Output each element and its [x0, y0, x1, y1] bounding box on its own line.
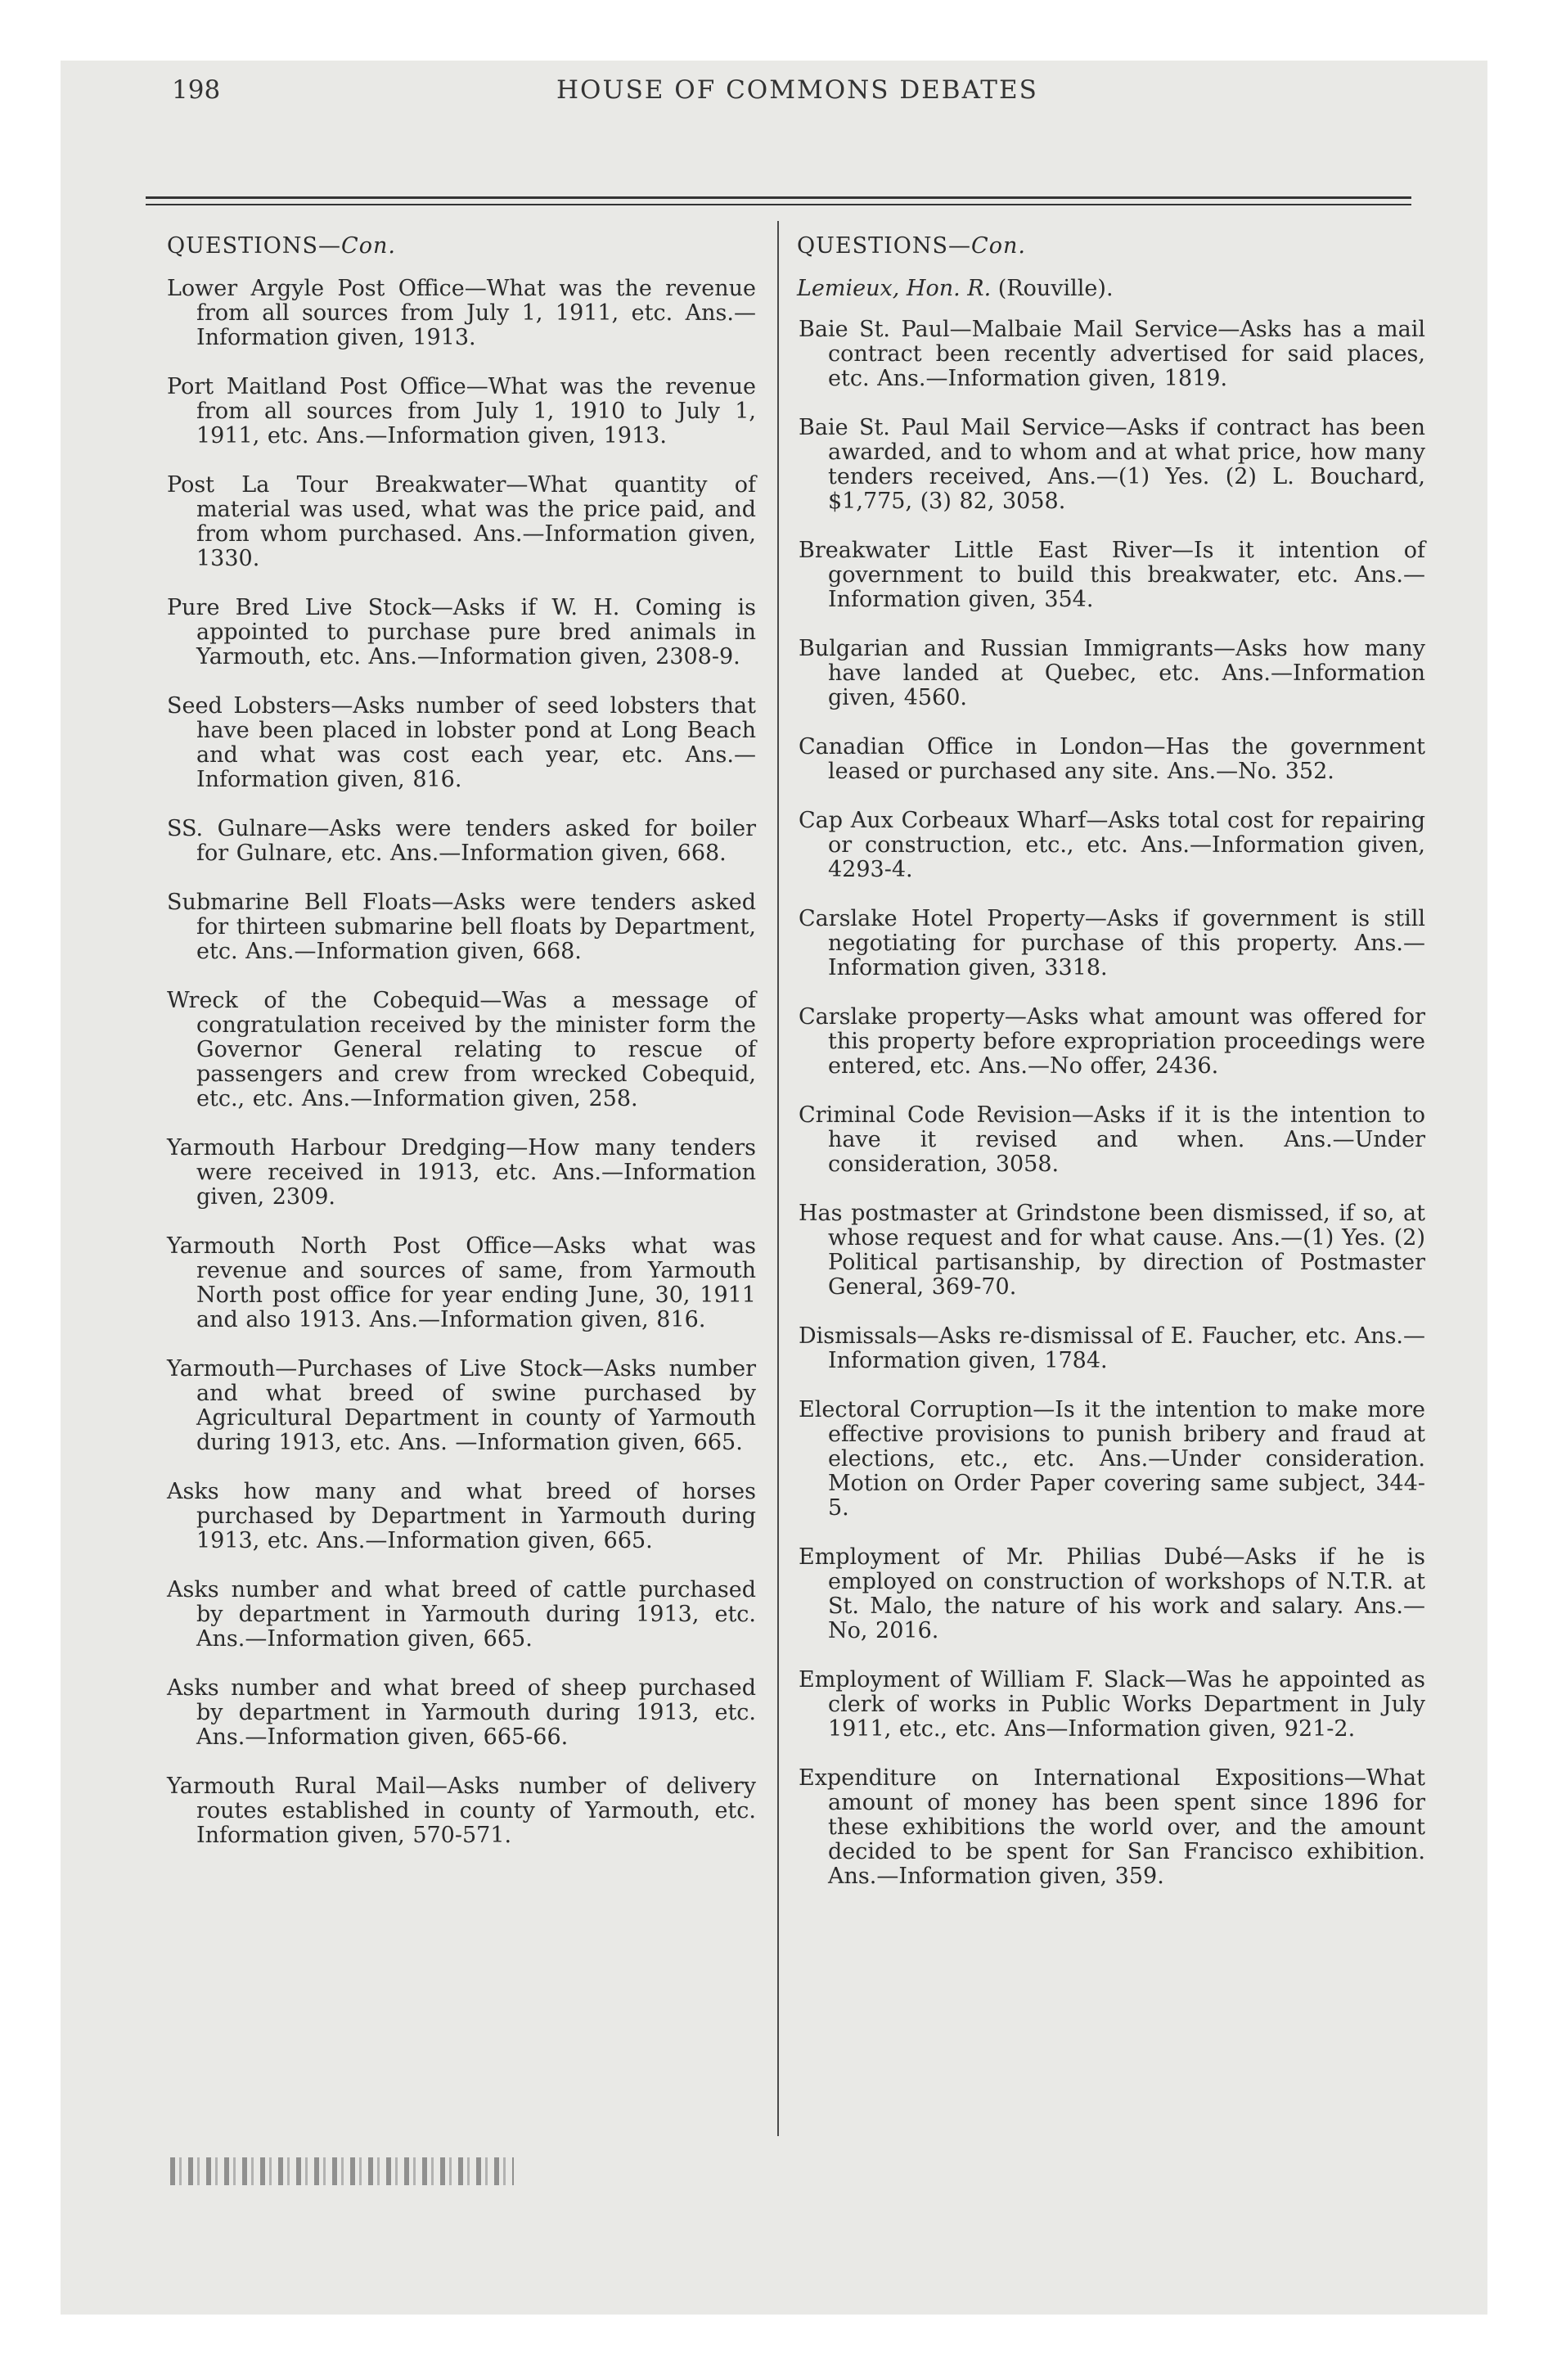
- index-entry: Expenditure on International Expositions—What amount of money has been spent since 1896 for these exhibitions the world over, and the amount decided to be spent for San Francisco exhibition. Ans.—Information given, 359.: [799, 1765, 1425, 1889]
- index-entry: Asks how many and what breed of horses purchased by Department in Yarmouth during 1913, etc. Ans.—Information given, 665.: [167, 1479, 756, 1553]
- index-entry: Port Maitland Post Office—What was the revenue from all sources from July 1, 1910 to July 1, 1911, etc. Ans.—Information given, 1913.: [167, 374, 756, 449]
- left-entries-list: [167, 277, 756, 1848]
- right-column-heading: QUESTIONS—Con.: [797, 233, 1026, 259]
- index-entry: Pure Bred Live Stock—Asks if W. H. Coming is appointed to purchase pure bred animals in Yarmouth, etc. Ans.—Information given, 2308-9.: [167, 595, 756, 669]
- index-entry: SS. Gulnare—Asks were tenders asked for boiler for Gulnare, etc. Ans.—Information given, 668.: [167, 816, 756, 866]
- index-entry: Employment of Mr. Philias Dubé—Asks if he is employed on construction of workshops of N.T.R. at St. Malo, the nature of his work and salary. Ans.—No, 2016.: [799, 1544, 1425, 1643]
- header-rule-top: [146, 196, 1411, 199]
- index-entry: Employment of William F. Slack—Was he appointed as clerk of works in Public Works Department in July 1911, etc., etc. Ans—Information given, 921-2.: [799, 1667, 1425, 1742]
- index-entry: Criminal Code Revision—Asks if it is the intention to have it revised and when. Ans.—Under consideration, 3058.: [799, 1102, 1425, 1177]
- header-rule-bottom: [146, 204, 1411, 205]
- index-entry: Yarmouth Harbour Dredging—How many tenders were received in 1913, etc. Ans.—Information given, 2309.: [167, 1135, 756, 1210]
- index-entry: Yarmouth Rural Mail—Asks number of delivery routes established in county of Yarmouth, etc. Information given, 570-571.: [167, 1774, 756, 1848]
- index-entry: Asks number and what breed of cattle purchased by department in Yarmouth during 1913, etc. Ans.—Information given, 665.: [167, 1577, 756, 1652]
- index-entry: Carslake property—Asks what amount was offered for this property before expropriation proceedings were entered, etc. Ans.—No offer, 2436.: [799, 1004, 1425, 1079]
- page-header: [98, 75, 1407, 124]
- index-entry: Baie St. Paul—Malbaie Mail Service—Asks has a mail contract been recently advertised for said places, etc. Ans.—Information given, 1819.: [799, 317, 1425, 391]
- index-entry: Yarmouth North Post Office—Asks what was revenue and sources of same, from Yarmouth North post office for year ending June, 30, 1911 and also 1913. Ans.—Information given, 816.: [167, 1233, 756, 1332]
- index-entry: Wreck of the Cobequid—Was a message of congratulation received by the minister form the Governor General relating to rescue of passengers and crew from wrecked Cobequid, etc., etc. Ans.—Information given, 258.: [167, 988, 756, 1111]
- index-entry: Submarine Bell Floats—Asks were tenders asked for thirteen submarine bell floats by Department, etc. Ans.—Information given, 668.: [167, 890, 756, 964]
- index-entry: Asks number and what breed of sheep purchased by department in Yarmouth during 1913, etc. Ans.—Information given, 665-66.: [167, 1675, 756, 1750]
- index-entry: Lower Argyle Post Office—What was the revenue from all sources from July 1, 1911, etc. Ans.—Information given, 1913.: [167, 276, 756, 350]
- index-entry: Electoral Corruption—Is it the intention to make more effective provisions to punish bribery and fraud at elections, etc., etc. Ans.—Under consideration. Motion on Order Paper covering same subject, 344-5.: [799, 1397, 1425, 1521]
- index-entry: Cap Aux Corbeaux Wharf—Asks total cost for repairing or construction, etc., etc. Ans.—Information given, 4293-4.: [799, 808, 1425, 882]
- page-number: 198: [172, 75, 221, 105]
- index-entry: Baie St. Paul Mail Service—Asks if contract has been awarded, and to whom and at what price, how many tenders received, Ans.—(1) Yes. (2) L. Bouchard, $1,775, (3) 82, 3058.: [799, 415, 1425, 514]
- index-entry: Carslake Hotel Property—Asks if government is still negotiating for purchase of this property. Ans.—Information given, 3318.: [799, 906, 1425, 980]
- index-entry: Post La Tour Breakwater—What quantity of material was used, what was the price paid, and from whom purchased. Ans.—Information given, 1330.: [167, 472, 756, 571]
- index-entry: Bulgarian and Russian Immigrants—Asks how many have landed at Quebec, etc. Ans.—Information given, 4560.: [799, 636, 1425, 710]
- right-column: [797, 234, 1425, 1913]
- member-heading: [797, 277, 1425, 301]
- library-stamp-mark: [170, 2157, 514, 2185]
- left-column-heading: QUESTIONS—Con.: [167, 233, 396, 259]
- right-entries-list: [797, 318, 1425, 1889]
- column-divider: [777, 221, 779, 2136]
- member-riding: (Rouville).: [991, 276, 1114, 301]
- index-entry: Breakwater Little East River—Is it intention of government to build this breakwater, etc. Ans.—Information given, 354.: [799, 538, 1425, 612]
- index-entry: Canadian Office in London—Has the government leased or purchased any site. Ans.—No. 352.: [799, 734, 1425, 784]
- index-entry: Has postmaster at Grindstone been dismissed, if so, at whose request and for what cause. Ans.—(1) Yes. (2) Political partisanship, by direction of Postmaster General, 369-70.: [799, 1201, 1425, 1300]
- left-column: [167, 234, 756, 1873]
- index-entry: Dismissals—Asks re-dismissal of E. Faucher, etc. Ans.—Information given, 1784.: [799, 1323, 1426, 1373]
- index-entry: Yarmouth—Purchases of Live Stock—Asks number and what breed of swine purchased by Agricultural Department in county of Yarmouth during 1913, etc. Ans. —Information given, 665.: [167, 1356, 756, 1455]
- running-title: HOUSE OF COMMONS DEBATES: [556, 75, 1038, 105]
- index-entry: Seed Lobsters—Asks number of seed lobsters that have been placed in lobster pond at Long Beach and what was cost each year, etc. Ans.—Information given, 816.: [167, 693, 756, 792]
- member-name: Lemieux, Hon. R.: [797, 276, 992, 301]
